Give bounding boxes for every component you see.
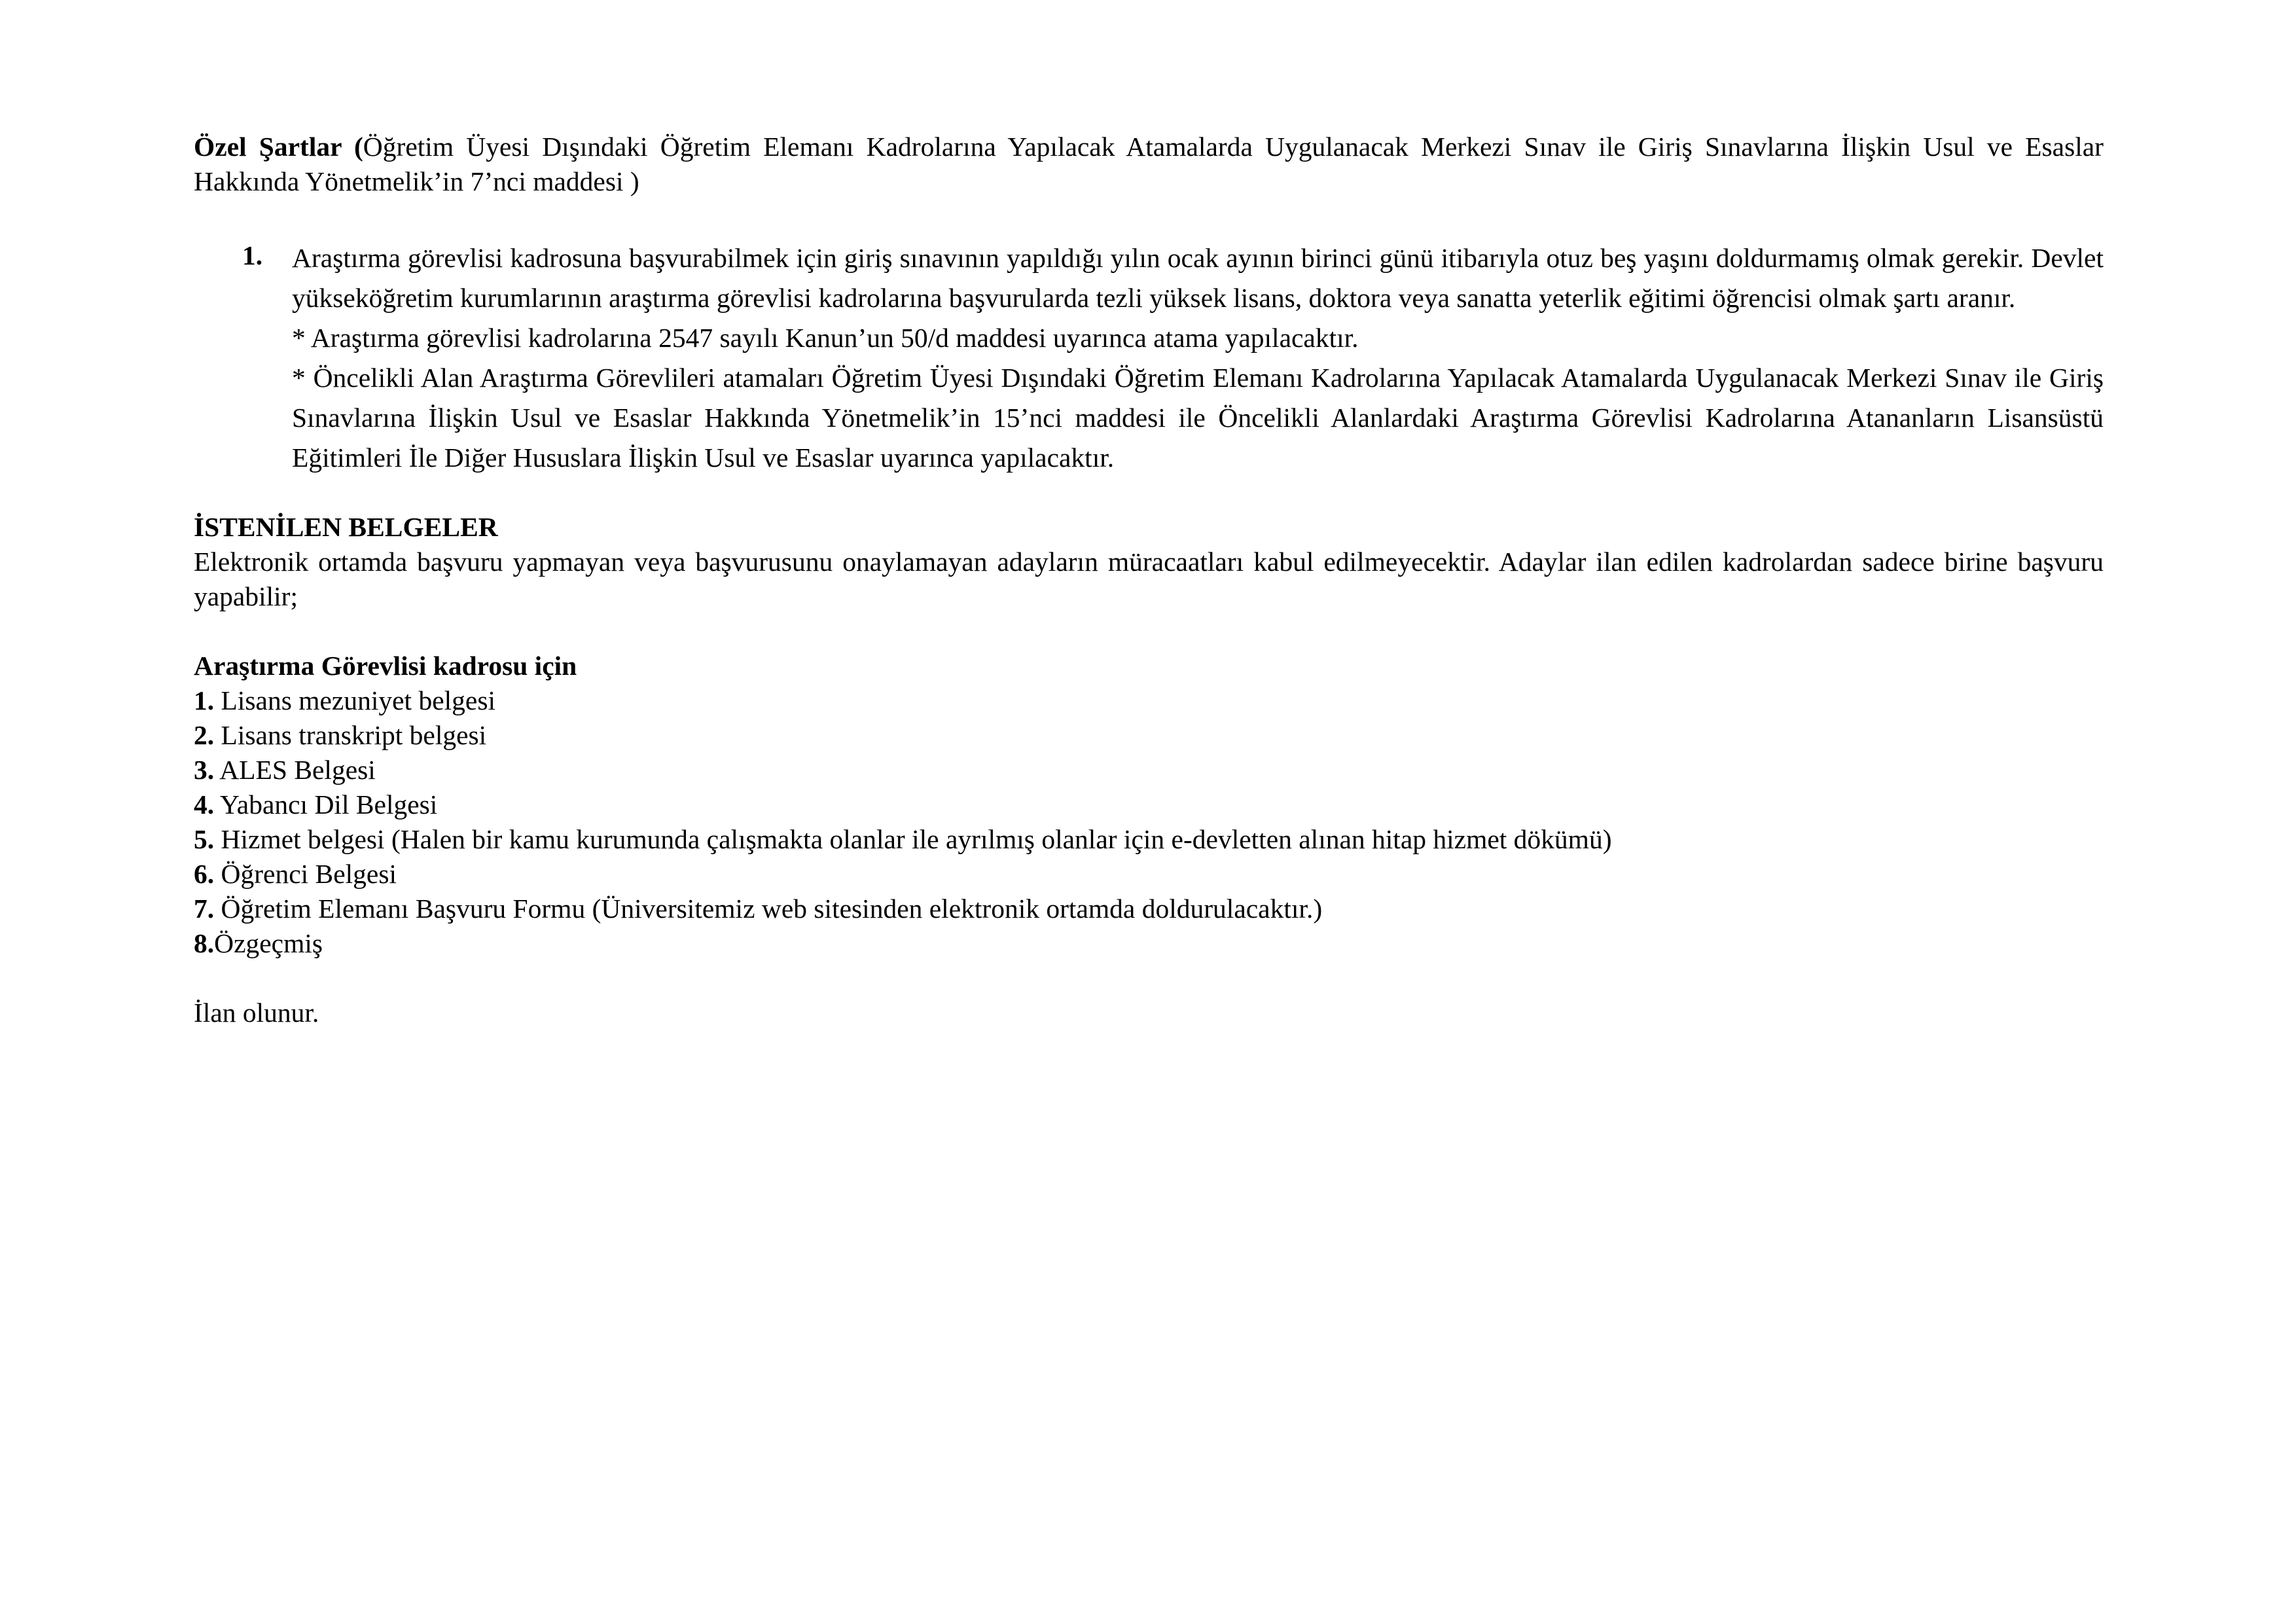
list-item-text: Hizmet belgesi (Halen bir kamu kurumunda çalışmakta olanlar ile ayrılmış olanlar için e-devletten alınan hitap hizmet dökümü) xyxy=(214,824,1612,854)
list-item xyxy=(194,926,2104,961)
required-documents-list xyxy=(194,683,2104,961)
list-item-text: Lisans transkript belgesi xyxy=(214,720,487,750)
research-assistant-subheading: Araştırma Görevlisi kadrosu için xyxy=(194,651,577,681)
list-item-number: 3. xyxy=(194,755,215,785)
list-item-text: Lisans mezuniyet belgesi xyxy=(214,685,495,715)
special-conditions-title xyxy=(194,130,2104,199)
list-item-number: 4. xyxy=(194,789,215,820)
special-conditions-title-bold: Özel Şartlar ( xyxy=(194,132,363,162)
condition-note-2: * Öncelikli Alan Araştırma Görevlileri atamaları Öğretim Üyesi Dışındaki Öğretim Elemanı Kadrolarına Yapılacak Atamalarda Uygulanacak Merkezi Sınav ile Giriş Sınavlarına İlişkin Usul ve Esaslar Hakkında Yönetmelik’in 15’nci maddesi ile Öncelikli Alanlardaki Araştırma Görevlisi Kadrolarına Atananların Lisansüstü Eğitimleri İle Diğer Hususlara İlişkin Usul ve Esaslar uyarınca yapılacaktır. xyxy=(292,363,2104,473)
required-documents-text: Elektronik ortamda başvuru yapmayan veya başvurusunu onaylamayan adayların müracaatları kabul edilmeyecektir. Adaylar ilan edilen kadrolardan sadece birine başvuru yapabilir; xyxy=(194,547,2104,611)
required-documents-heading: İSTENİLEN BELGELER xyxy=(194,512,498,542)
list-item-number: 5. xyxy=(194,824,215,854)
closing-text: İlan olunur. xyxy=(194,998,319,1028)
condition-item-number: 1. xyxy=(242,240,263,270)
list-item xyxy=(194,683,2104,718)
condition-note-1: * Araştırma görevlisi kadrolarına 2547 sayılı Kanun’un 50/d maddesi uyarınca atama yapılacaktır. xyxy=(292,323,1359,353)
list-item-number: 7. xyxy=(194,893,215,924)
list-item xyxy=(194,857,2104,892)
list-item-number: 1. xyxy=(194,685,215,715)
list-item xyxy=(194,718,2104,753)
condition-item-1 xyxy=(194,238,2104,478)
list-item-text: ALES Belgesi xyxy=(214,755,376,785)
list-item-number: 2. xyxy=(194,720,215,750)
list-item-text: Yabancı Dil Belgesi xyxy=(214,789,438,820)
list-item-number: 8. xyxy=(194,928,215,958)
list-item-number: 6. xyxy=(194,859,215,889)
list-item xyxy=(194,892,2104,926)
condition-item-text: Araştırma görevlisi kadrosuna başvurabilmek için giriş sınavının yapıldığı yılın ocak ayının birinci günü itibarıyla otuz beş yaşını doldurmamış olmak gerekir. Devlet yükseköğretim kurumlarının araştırma görevlisi kadrolarına başvurularda tezli yüksek lisans, doktora veya sanatta yeterlik eğitimi öğrencisi olmak şartı aranır. xyxy=(292,243,2104,313)
list-item xyxy=(194,822,2104,857)
list-item xyxy=(194,787,2104,822)
list-item-text: Özgeçmiş xyxy=(214,928,323,958)
list-item-text: Öğretim Elemanı Başvuru Formu (Üniversitemiz web sitesinden elektronik ortamda doldurulacaktır.) xyxy=(214,893,1323,924)
list-item-text: Öğrenci Belgesi xyxy=(214,859,397,889)
document-page xyxy=(194,130,2104,1030)
special-conditions-title-rest: Öğretim Üyesi Dışındaki Öğretim Elemanı Kadrolarına Yapılacak Atamalarda Uygulanacak Merkezi Sınav ile Giriş Sınavlarına İlişkin Usul ve Esaslar Hakkında Yönetmelik’in 7’nci maddesi ) xyxy=(194,132,2104,196)
list-item xyxy=(194,753,2104,787)
